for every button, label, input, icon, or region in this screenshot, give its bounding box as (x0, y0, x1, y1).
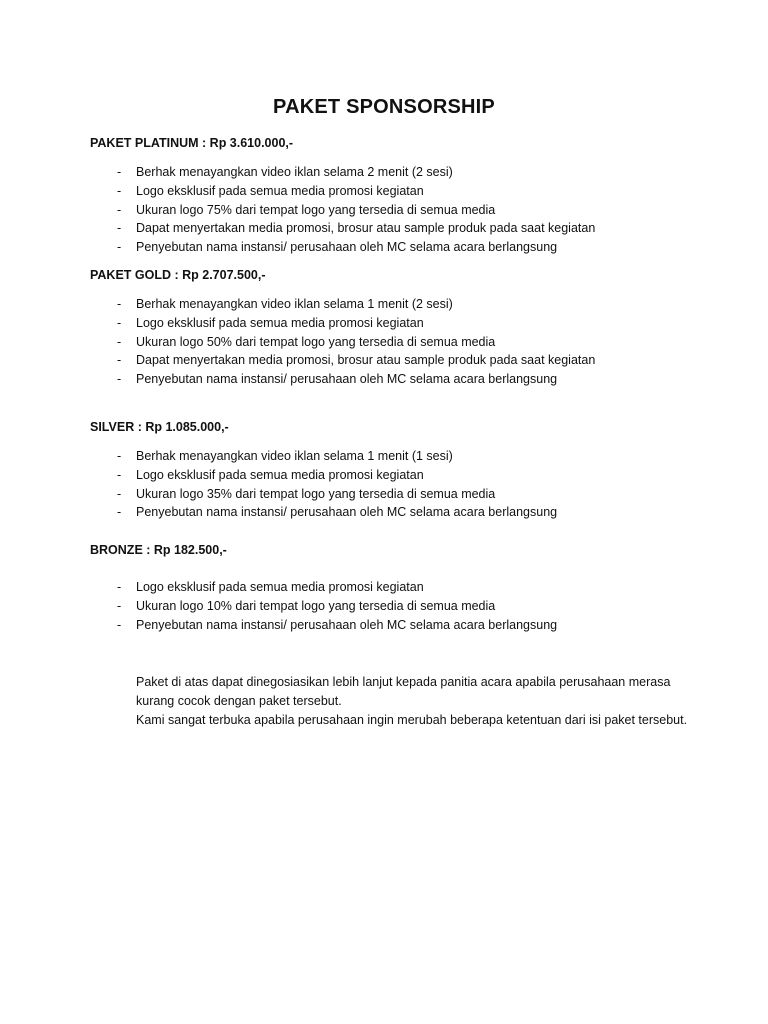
list-item-text: Penyebutan nama instansi/ perusahaan oleh MC selama acara berlangsung (136, 372, 558, 387)
bullet-dash: - (117, 467, 122, 482)
bullet-dash: - (117, 183, 122, 198)
bullet-dash: - (117, 315, 122, 330)
bullet-dash: - (117, 505, 122, 520)
list-item (0, 295, 768, 314)
document-title: PAKET SPONSORSHIP (273, 96, 495, 118)
bullet-dash: - (117, 297, 122, 311)
package-list-gold (0, 295, 768, 389)
list-item (0, 578, 768, 597)
bullet-dash: - (117, 580, 122, 594)
list-item (0, 616, 768, 635)
bullet-dash: - (117, 372, 122, 387)
note-paragraph-open-to-change: Kami sangat terbuka apabila perusahaan ingin merubah beberapa ketentuan dari isi paket tersebut. (136, 713, 688, 727)
list-item (0, 597, 768, 616)
note-paragraph-negotiation: Paket di atas dapat dinegosiasikan lebih lanjut kepada panitia acara apabila perusahaan merasa kurang cocok dengan paket tersebut. (136, 675, 671, 708)
package-heading-bronze: BRONZE : Rp 182.500,- (90, 543, 227, 557)
list-item (0, 485, 768, 504)
package-list-bronze (0, 578, 768, 634)
list-item-text: Penyebutan nama instansi/ perusahaan oleh MC selama acara berlangsung (136, 505, 558, 520)
list-item-text: Logo eksklusif pada semua media promosi kegiatan (136, 183, 424, 198)
list-item (0, 238, 768, 257)
list-item (0, 351, 768, 370)
bullet-dash: - (117, 449, 122, 463)
list-item-text: Ukuran logo 75% dari tempat logo yang tersedia di semua media (136, 202, 496, 217)
bullet-dash: - (117, 334, 122, 349)
package-heading-platinum: PAKET PLATINUM : Rp 3.610.000,- (90, 136, 294, 150)
package-list-silver (0, 447, 768, 522)
bullet-dash: - (117, 202, 122, 217)
list-item (0, 447, 768, 466)
list-item (0, 503, 768, 522)
list-item-text: Dapat menyertakan media promosi, brosur atau sample produk pada saat kegiatan (136, 353, 596, 368)
bullet-dash: - (117, 165, 122, 179)
list-item-text: Ukuran logo 10% dari tempat logo yang tersedia di semua media (136, 598, 496, 613)
list-item-text: Ukuran logo 50% dari tempat logo yang tersedia di semua media (136, 334, 496, 349)
list-item-text: Berhak menayangkan video iklan selama 1 menit (2 sesi) (136, 297, 453, 311)
list-item (0, 163, 768, 182)
bullet-dash: - (117, 486, 122, 501)
closing-note (136, 673, 696, 730)
list-item-text: Logo eksklusif pada semua media promosi kegiatan (136, 580, 424, 594)
list-item-text: Logo eksklusif pada semua media promosi kegiatan (136, 467, 424, 482)
list-item (0, 182, 768, 201)
package-heading-silver: SILVER : Rp 1.085.000,- (90, 420, 229, 434)
list-item-text: Berhak menayangkan video iklan selama 1 menit (1 sesi) (136, 449, 453, 463)
list-item (0, 219, 768, 238)
package-heading-gold: PAKET GOLD : Rp 2.707.500,- (90, 268, 266, 282)
list-item (0, 466, 768, 485)
list-item-text: Berhak menayangkan video iklan selama 2 menit (2 sesi) (136, 165, 453, 179)
list-item-text: Dapat menyertakan media promosi, brosur atau sample produk pada saat kegiatan (136, 221, 596, 236)
list-item-text: Penyebutan nama instansi/ perusahaan oleh MC selama acara berlangsung (136, 240, 558, 255)
list-item (0, 314, 768, 333)
list-item (0, 333, 768, 352)
bullet-dash: - (117, 617, 122, 632)
list-item-text: Penyebutan nama instansi/ perusahaan oleh MC selama acara berlangsung (136, 617, 558, 632)
package-list-platinum (0, 163, 768, 257)
bullet-dash: - (117, 240, 122, 255)
bullet-dash: - (117, 353, 122, 368)
list-item-text: Ukuran logo 35% dari tempat logo yang tersedia di semua media (136, 486, 496, 501)
list-item-text: Logo eksklusif pada semua media promosi kegiatan (136, 315, 424, 330)
bullet-dash: - (117, 221, 122, 236)
list-item (0, 201, 768, 220)
bullet-dash: - (117, 598, 122, 613)
list-item (0, 370, 768, 389)
